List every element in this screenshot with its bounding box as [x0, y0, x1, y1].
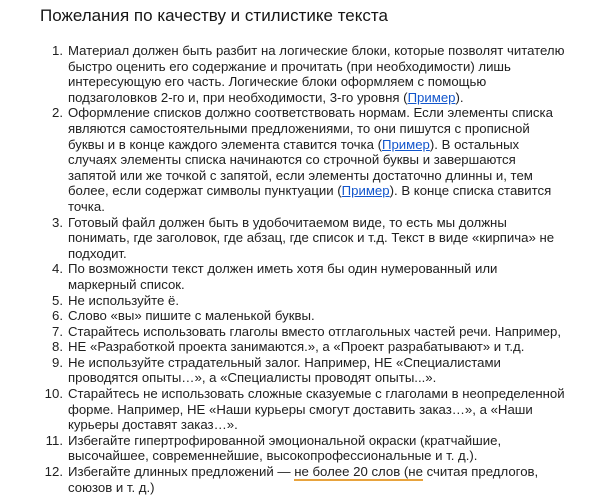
list-item	[40, 308, 602, 324]
text-run: подходит.	[68, 245, 127, 261]
text-line	[68, 448, 602, 464]
list-item-number: 11.	[45, 432, 63, 448]
list-item-number: 9.	[52, 354, 63, 370]
text-run: проводятся опыты…», а «Специалисты проводят опыты...».	[68, 370, 437, 386]
list-item-text	[68, 386, 602, 433]
text-run: курьеры доставят заказ…».	[68, 417, 238, 433]
list-item-number: 3.	[52, 214, 63, 230]
list-item-number: 10.	[44, 386, 63, 402]
text-run: маркерный список.	[68, 276, 185, 292]
text-line	[68, 74, 602, 90]
list-item-text	[68, 261, 602, 292]
list-item-text	[68, 339, 602, 355]
text-run: Оформление списков должно соответствовать нормам. Если элементы списка	[68, 105, 553, 121]
text-line	[68, 308, 602, 324]
primer-link[interactable]: Пример	[341, 183, 390, 199]
text-run: Не используйте страдательный залог. Например, НЕ «Специалистами	[68, 354, 501, 370]
primer-link[interactable]: Пример	[407, 89, 456, 105]
text-line	[68, 324, 602, 340]
text-run: понимать, где заголовок, где абзац, где список и т.д. Текст в виде «кирпича» не	[68, 230, 555, 246]
text-line	[68, 417, 602, 433]
text-run: Избегайте гипертрофированной эмоциональной окраски (кратчайшие,	[68, 432, 502, 448]
text-run: точка.	[68, 198, 105, 214]
list-item	[40, 339, 602, 355]
list-item	[40, 105, 602, 214]
text-run: высочайшее, современнейшие, высокопрофессиональные и т. д.).	[68, 448, 478, 464]
list-item	[40, 386, 602, 433]
text-line	[68, 137, 602, 153]
text-line	[68, 230, 602, 246]
list-item	[40, 433, 602, 464]
text-line	[68, 261, 602, 277]
text-run: Старайтесь использовать глаголы вместо отглагольных частей речи. Например,	[68, 323, 561, 339]
list-item-number: 8.	[52, 339, 63, 355]
text-run: случаях элементы списка начинаются со строчной буквы и завершаются	[68, 152, 516, 168]
text-run: ). В конце списка ставится	[389, 183, 552, 199]
suggestion-underlined-text: не более 20 слов (не	[294, 464, 423, 480]
list-item-text	[68, 355, 602, 386]
text-run: Материал должен быть разбит на логические блоки, которые позволят читателю	[68, 43, 565, 58]
list-item-number: 1.	[52, 43, 63, 58]
text-line	[68, 293, 602, 309]
text-line	[68, 339, 602, 355]
numbered-list	[40, 43, 602, 495]
text-line	[68, 199, 602, 215]
text-run: ).	[455, 89, 464, 105]
text-line	[68, 480, 602, 496]
text-line	[68, 433, 602, 449]
list-item-text	[68, 308, 602, 324]
text-line	[68, 152, 602, 168]
text-line	[68, 386, 602, 402]
text-run: Старайтесь не использовать сложные сказуемые с глаголами в неопределенной	[68, 386, 565, 402]
text-run: ). В остальных	[429, 136, 520, 152]
text-run: Не используйте ё.	[68, 292, 179, 308]
list-item	[40, 43, 602, 105]
list-item-text	[68, 433, 602, 464]
list-item	[40, 215, 602, 262]
text-run: запятой или же точкой с запятой, если элементы достаточно длинны и, тем	[68, 167, 533, 183]
text-line	[68, 59, 602, 75]
text-line	[68, 183, 602, 199]
text-line	[68, 121, 602, 137]
list-item-text	[68, 215, 602, 262]
text-line	[68, 90, 602, 106]
list-item-text	[68, 105, 602, 214]
text-line	[68, 43, 602, 59]
text-run: буквы и в конце каждого элемента ставится точка (	[68, 136, 382, 152]
list-item-text	[68, 464, 602, 495]
text-run: интересующую его часть. Логические блоки оформляем с помощью	[68, 74, 487, 90]
text-run: союзов и т. д.)	[68, 479, 155, 495]
text-line	[68, 464, 602, 480]
text-run: Слово «вы» пишите с маленькой буквы.	[68, 308, 315, 324]
list-item-number: 6.	[52, 308, 63, 324]
text-line	[68, 215, 602, 231]
list-item	[40, 261, 602, 292]
list-item	[40, 355, 602, 386]
list-item	[40, 293, 602, 309]
list-item	[40, 324, 602, 340]
page-title: Пожелания по качеству и стилистике текста	[40, 6, 388, 25]
text-run: Готовый файл должен быть в удобочитаемом виде, то есть мы должны	[68, 214, 507, 230]
text-run: быстро оценить его содержание и прочитать (при необходимости) лишь	[68, 58, 511, 74]
text-line	[68, 246, 602, 262]
text-run: По возможности текст должен иметь хотя бы один нумерованный или	[68, 261, 498, 277]
text-line	[68, 355, 602, 371]
text-run: подзаголовков 2-го и, при необходимости, 3-го уровня (	[68, 89, 408, 105]
text-run: НЕ «Разработкой проекта занимаются.», а «Проект разрабатывают» и т.д.	[68, 339, 525, 355]
text-line	[68, 370, 602, 386]
text-run: считая предлогов,	[422, 464, 539, 480]
text-run: форме. Например, НЕ «Наши курьеры смогут доставить заказ…», а «Наши	[68, 401, 533, 417]
text-run: более, если содержат символы пунктуации (	[68, 183, 342, 199]
text-line	[68, 105, 602, 121]
list-item-text	[68, 324, 602, 340]
list-item	[40, 464, 602, 495]
list-item-number: 4.	[52, 261, 63, 277]
text-line	[68, 277, 602, 293]
primer-link[interactable]: Пример	[381, 136, 430, 152]
list-item-text	[68, 43, 602, 105]
list-item-number: 2.	[52, 105, 63, 121]
text-line	[68, 402, 602, 418]
text-line	[68, 168, 602, 184]
list-item-text	[68, 293, 602, 309]
text-run: являются самостоятельными предложениями, то они пишутся с прописной	[68, 120, 530, 136]
text-run: Избегайте длинных предложений —	[68, 464, 295, 480]
list-item-number: 5.	[52, 292, 63, 308]
list-item-number: 7.	[52, 323, 63, 339]
list-item-number: 12.	[44, 464, 63, 480]
